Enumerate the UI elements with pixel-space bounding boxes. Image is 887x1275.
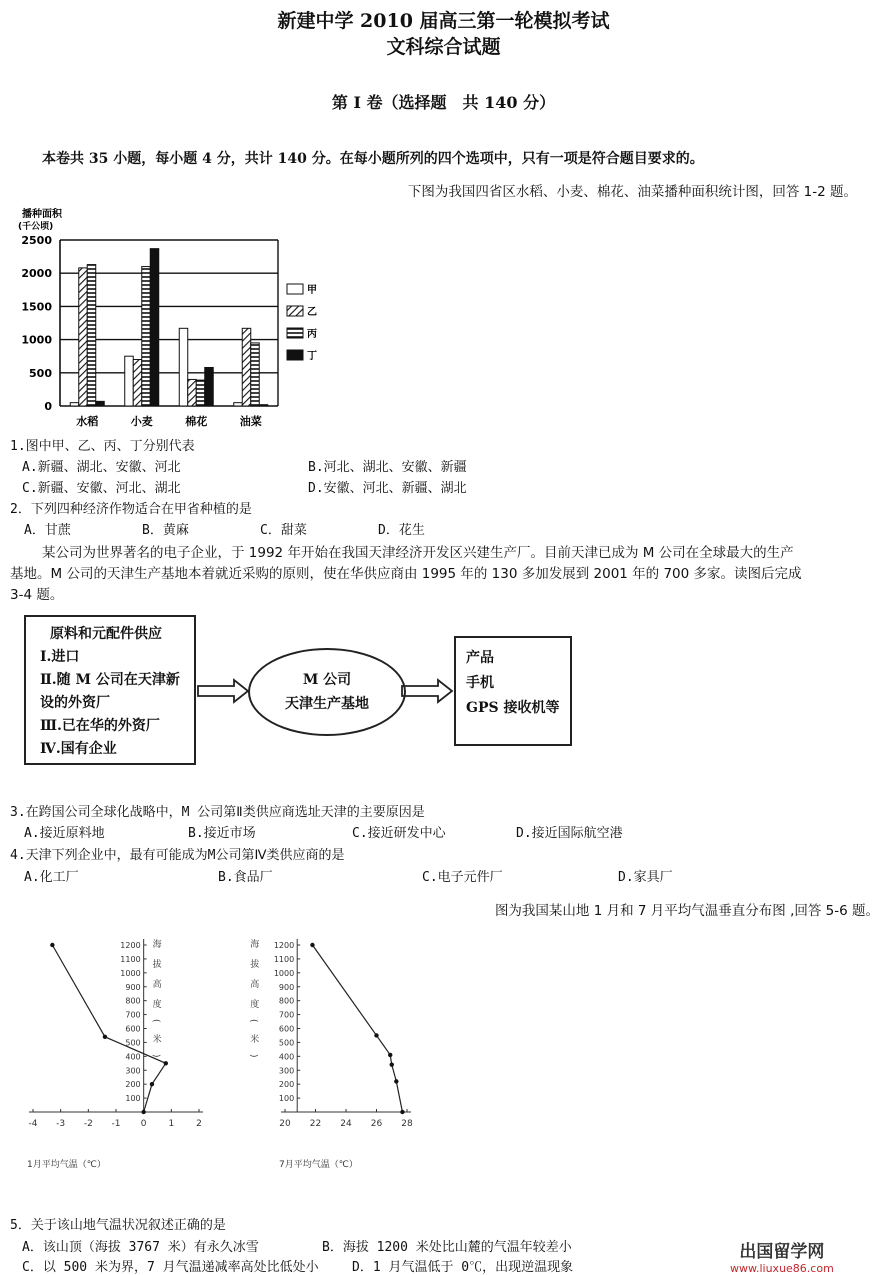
x-tick-label: 22 xyxy=(309,1119,322,1129)
legend-label: 乙 xyxy=(307,307,317,318)
y-tick-label: 200 xyxy=(278,1080,295,1090)
x-tick-label: 0 xyxy=(140,1119,147,1129)
bar-水稻-丙 xyxy=(87,265,96,406)
bar-油菜-甲 xyxy=(234,403,243,406)
y-tick-label: 900 xyxy=(125,982,141,992)
supply-item-1: Ⅰ.进口 xyxy=(40,649,80,665)
data-point xyxy=(141,1110,145,1114)
bar-水稻-甲 xyxy=(70,403,79,406)
q2-stem: 2．下列四种经济作物适合在甲省种植的是 xyxy=(10,502,252,517)
legend-swatch-甲 xyxy=(287,284,303,294)
data-point xyxy=(103,1035,107,1039)
x-tick-label: 棉花 xyxy=(185,415,208,428)
q5-stem: 5．关于该山地气温状况叙述正确的是 xyxy=(10,1218,226,1233)
data-point xyxy=(400,1110,404,1114)
x-axis-title: 7月平均气温（℃） xyxy=(279,1160,358,1170)
y-axis-title: 海拔高度(米) xyxy=(248,939,259,1058)
july-temperature-chart xyxy=(232,925,432,1175)
data-point xyxy=(388,1053,392,1057)
legend-swatch-乙 xyxy=(287,306,303,316)
bar-小麦-丁 xyxy=(150,249,159,406)
y-tick-label: 900 xyxy=(278,982,295,992)
y-tick-label: 300 xyxy=(278,1066,295,1076)
x-tick-label: -1 xyxy=(111,1119,121,1129)
center-ellipse xyxy=(248,648,406,736)
y-tick-label: 600 xyxy=(278,1024,295,1034)
x-axis-title: 1月平均气温（℃） xyxy=(27,1160,106,1170)
x-tick-label: 1 xyxy=(168,1119,175,1129)
supply-item-2-cont: 设的外资厂 xyxy=(40,695,110,711)
q2-option-a: A．甘蔗 xyxy=(24,523,71,538)
arrow-right-icon xyxy=(198,680,248,702)
q2-option-b: B．黄麻 xyxy=(142,523,189,538)
data-point xyxy=(390,1062,394,1066)
y-tick-label: 800 xyxy=(125,996,141,1006)
product-box xyxy=(454,636,572,746)
q1-option-c: C.新疆、安徽、河北、湖北 xyxy=(22,481,181,496)
bar-小麦-丙 xyxy=(142,267,151,406)
y-tick-label: 500 xyxy=(278,1038,295,1048)
y-tick-label: 1000 xyxy=(120,968,141,978)
section-heading: 第 I 卷（选择题 共 140 分） xyxy=(331,93,556,112)
x-tick-label: -4 xyxy=(28,1119,38,1129)
q2-option-d: D．花生 xyxy=(378,523,425,538)
x-tick-label: 2 xyxy=(196,1119,202,1129)
watermark xyxy=(730,1237,834,1275)
q4-option-b: B.食品厂 xyxy=(218,870,273,885)
data-point xyxy=(50,943,54,947)
y-tick-label: 1200 xyxy=(273,941,295,950)
product-title: 产品 xyxy=(466,650,494,666)
bar-小麦-甲 xyxy=(125,356,134,406)
q1-option-a: A.新疆、湖北、安徽、河北 xyxy=(22,460,181,475)
bar-小麦-乙 xyxy=(133,360,142,406)
y-tick-label: 500 xyxy=(125,1038,141,1048)
q3-option-d: D.接近国际航空港 xyxy=(516,826,623,841)
bar-水稻-乙 xyxy=(79,268,88,406)
bar-油菜-丙 xyxy=(251,343,260,406)
supply-item-4: Ⅳ.国有企业 xyxy=(40,741,117,757)
y-tick-label: 700 xyxy=(125,1010,141,1020)
x-tick-label: 26 xyxy=(370,1119,383,1129)
center-line2: 天津生产基地 xyxy=(285,696,369,712)
q12-intro: 下图为我国四省区水稻、小麦、棉花、油菜播种面积统计图，回答 1-2 题。 xyxy=(407,184,857,200)
x-tick-label: 小麦 xyxy=(130,415,153,428)
x-tick-label: 24 xyxy=(340,1119,352,1129)
q3-option-a: A.接近原料地 xyxy=(24,826,105,841)
y-tick-label: 2000 xyxy=(21,267,52,281)
q3-stem: 3.在跨国公司全球化战略中，M 公司第Ⅱ类供应商选址天津的主要原因是 xyxy=(10,805,425,820)
q56-intro: 图为我国某山地 1 月和 7 月平均气温垂直分布图 ,回答 5-6 题。 xyxy=(494,903,879,919)
x-tick-label: 油菜 xyxy=(239,415,262,428)
data-point xyxy=(394,1079,398,1083)
y-tick-label: 800 xyxy=(278,996,295,1006)
q5-option-d: D．1 月气温低于 0℃，出现逆温现象 xyxy=(352,1260,574,1275)
y-tick-label: 0 xyxy=(44,400,52,413)
y-tick-label: 1000 xyxy=(273,968,295,978)
instruction-text: 本卷共 35 小题，每小题 4 分，共计 140 分。在每小题所列的四个选项中，只有一项是符合题目要求的。 xyxy=(42,151,704,167)
crop-area-bar-chart xyxy=(8,200,348,432)
bar-油菜-丁 xyxy=(259,405,268,406)
bar-棉花-丁 xyxy=(205,367,214,406)
q4-stem: 4.天津下列企业中，最有可能成为M公司第Ⅳ类供应商的是 xyxy=(10,848,345,863)
watermark-title: 出国留学网 xyxy=(739,1242,825,1262)
y-tick-label: 100 xyxy=(125,1094,141,1104)
x-tick-label: -2 xyxy=(83,1119,93,1129)
y-tick-label: 700 xyxy=(278,1010,295,1020)
supply-item-2: Ⅱ.随 M 公司在天津新 xyxy=(40,672,180,688)
y-tick-label: 100 xyxy=(278,1094,295,1104)
y-tick-label: 1200 xyxy=(120,941,141,950)
legend-swatch-丁 xyxy=(287,350,303,360)
y-tick-label: 500 xyxy=(29,366,52,380)
y-axis-title: 海拔高度(米) xyxy=(150,939,161,1058)
q1-stem: 1.图中甲、乙、丙、丁分别代表 xyxy=(10,439,195,454)
center-line1: M 公司 xyxy=(302,672,352,688)
legend-label: 甲 xyxy=(307,285,317,296)
q5-option-c: C．以 500 米为界，7 月气温递减率高处比低处小 xyxy=(22,1260,319,1275)
y-tick-label: 400 xyxy=(125,1052,141,1062)
supply-box xyxy=(24,615,196,765)
y-tick-label: 1500 xyxy=(21,300,52,314)
legend-label: 丙 xyxy=(307,329,317,340)
q1-option-b: B.河北、湖北、安徽、新疆 xyxy=(308,460,467,475)
bar-棉花-丙 xyxy=(196,380,205,406)
q3-option-b: B.接近市场 xyxy=(188,826,256,841)
y-axis-unit: (千公顷) xyxy=(18,222,54,232)
q5-option-b: B．海拔 1200 米处比山麓的气温年较差小 xyxy=(322,1240,572,1255)
data-point xyxy=(310,943,314,947)
bar-棉花-甲 xyxy=(179,328,188,406)
bar-棉花-乙 xyxy=(188,379,197,406)
y-tick-label: 400 xyxy=(278,1052,295,1062)
y-axis-label: 播种面积 xyxy=(22,209,62,220)
january-temperature-chart xyxy=(20,925,210,1175)
x-tick-label: 20 xyxy=(279,1119,291,1129)
y-tick-label: 200 xyxy=(125,1080,141,1090)
legend-label: 丁 xyxy=(307,351,317,362)
data-point xyxy=(164,1061,168,1065)
product-item-2: GPS 接收机等 xyxy=(466,700,560,716)
y-tick-label: 2500 xyxy=(21,234,52,247)
q34-passage-line3: 3-4 题。 xyxy=(10,587,64,603)
legend-swatch-丙 xyxy=(287,328,303,338)
q4-option-d: D.家具厂 xyxy=(618,870,673,885)
temperature-line xyxy=(312,945,402,1112)
y-tick-label: 1000 xyxy=(21,333,52,347)
bar-油菜-乙 xyxy=(242,328,251,406)
supply-title: 原料和元配件供应 xyxy=(50,626,162,642)
x-tick-label: 水稻 xyxy=(76,415,99,428)
y-tick-label: 1100 xyxy=(273,954,295,964)
x-tick-label: 28 xyxy=(401,1119,413,1129)
exam-title: 新建中学 2010 届高三第一轮模拟考试 xyxy=(277,10,610,32)
data-point xyxy=(374,1033,378,1037)
exam-subtitle: 文科综合试题 xyxy=(386,36,501,58)
q2-option-c: C．甜菜 xyxy=(260,523,307,538)
data-point xyxy=(150,1082,154,1086)
q34-passage-line2: 基地。M 公司的天津生产基地本着就近采购的原则，使在华供应商由 1995 年的 130 多加发展到 2001 年的 700 多家。读图后完成 xyxy=(10,566,802,582)
y-tick-label: 600 xyxy=(125,1024,141,1034)
q5-option-a: A．该山顶（海拔 3767 米）有永久冰雪 xyxy=(22,1240,259,1255)
q4-option-c: C.电子元件厂 xyxy=(422,870,503,885)
bar-水稻-丁 xyxy=(96,401,105,406)
q34-passage-line1: 某公司为世界著名的电子企业，于 1992 年开始在我国天津经济开发区兴建生产厂。目前天津已成为 M 公司在全球最大的生产 xyxy=(42,545,794,561)
q3-option-c: C.接近研发中心 xyxy=(352,826,446,841)
y-tick-label: 1100 xyxy=(120,954,141,964)
q1-option-d: D.安徽、河北、新疆、湖北 xyxy=(308,481,467,496)
x-tick-label: -3 xyxy=(56,1119,66,1129)
watermark-url: www.liuxue86.com xyxy=(730,1262,834,1275)
q4-option-a: A.化工厂 xyxy=(24,870,79,885)
temperature-line xyxy=(52,945,165,1112)
arrow-right-icon xyxy=(402,680,452,702)
y-tick-label: 300 xyxy=(125,1066,141,1076)
supply-item-3: Ⅲ.已在华的外资厂 xyxy=(40,718,160,734)
product-item-1: 手机 xyxy=(466,675,494,691)
